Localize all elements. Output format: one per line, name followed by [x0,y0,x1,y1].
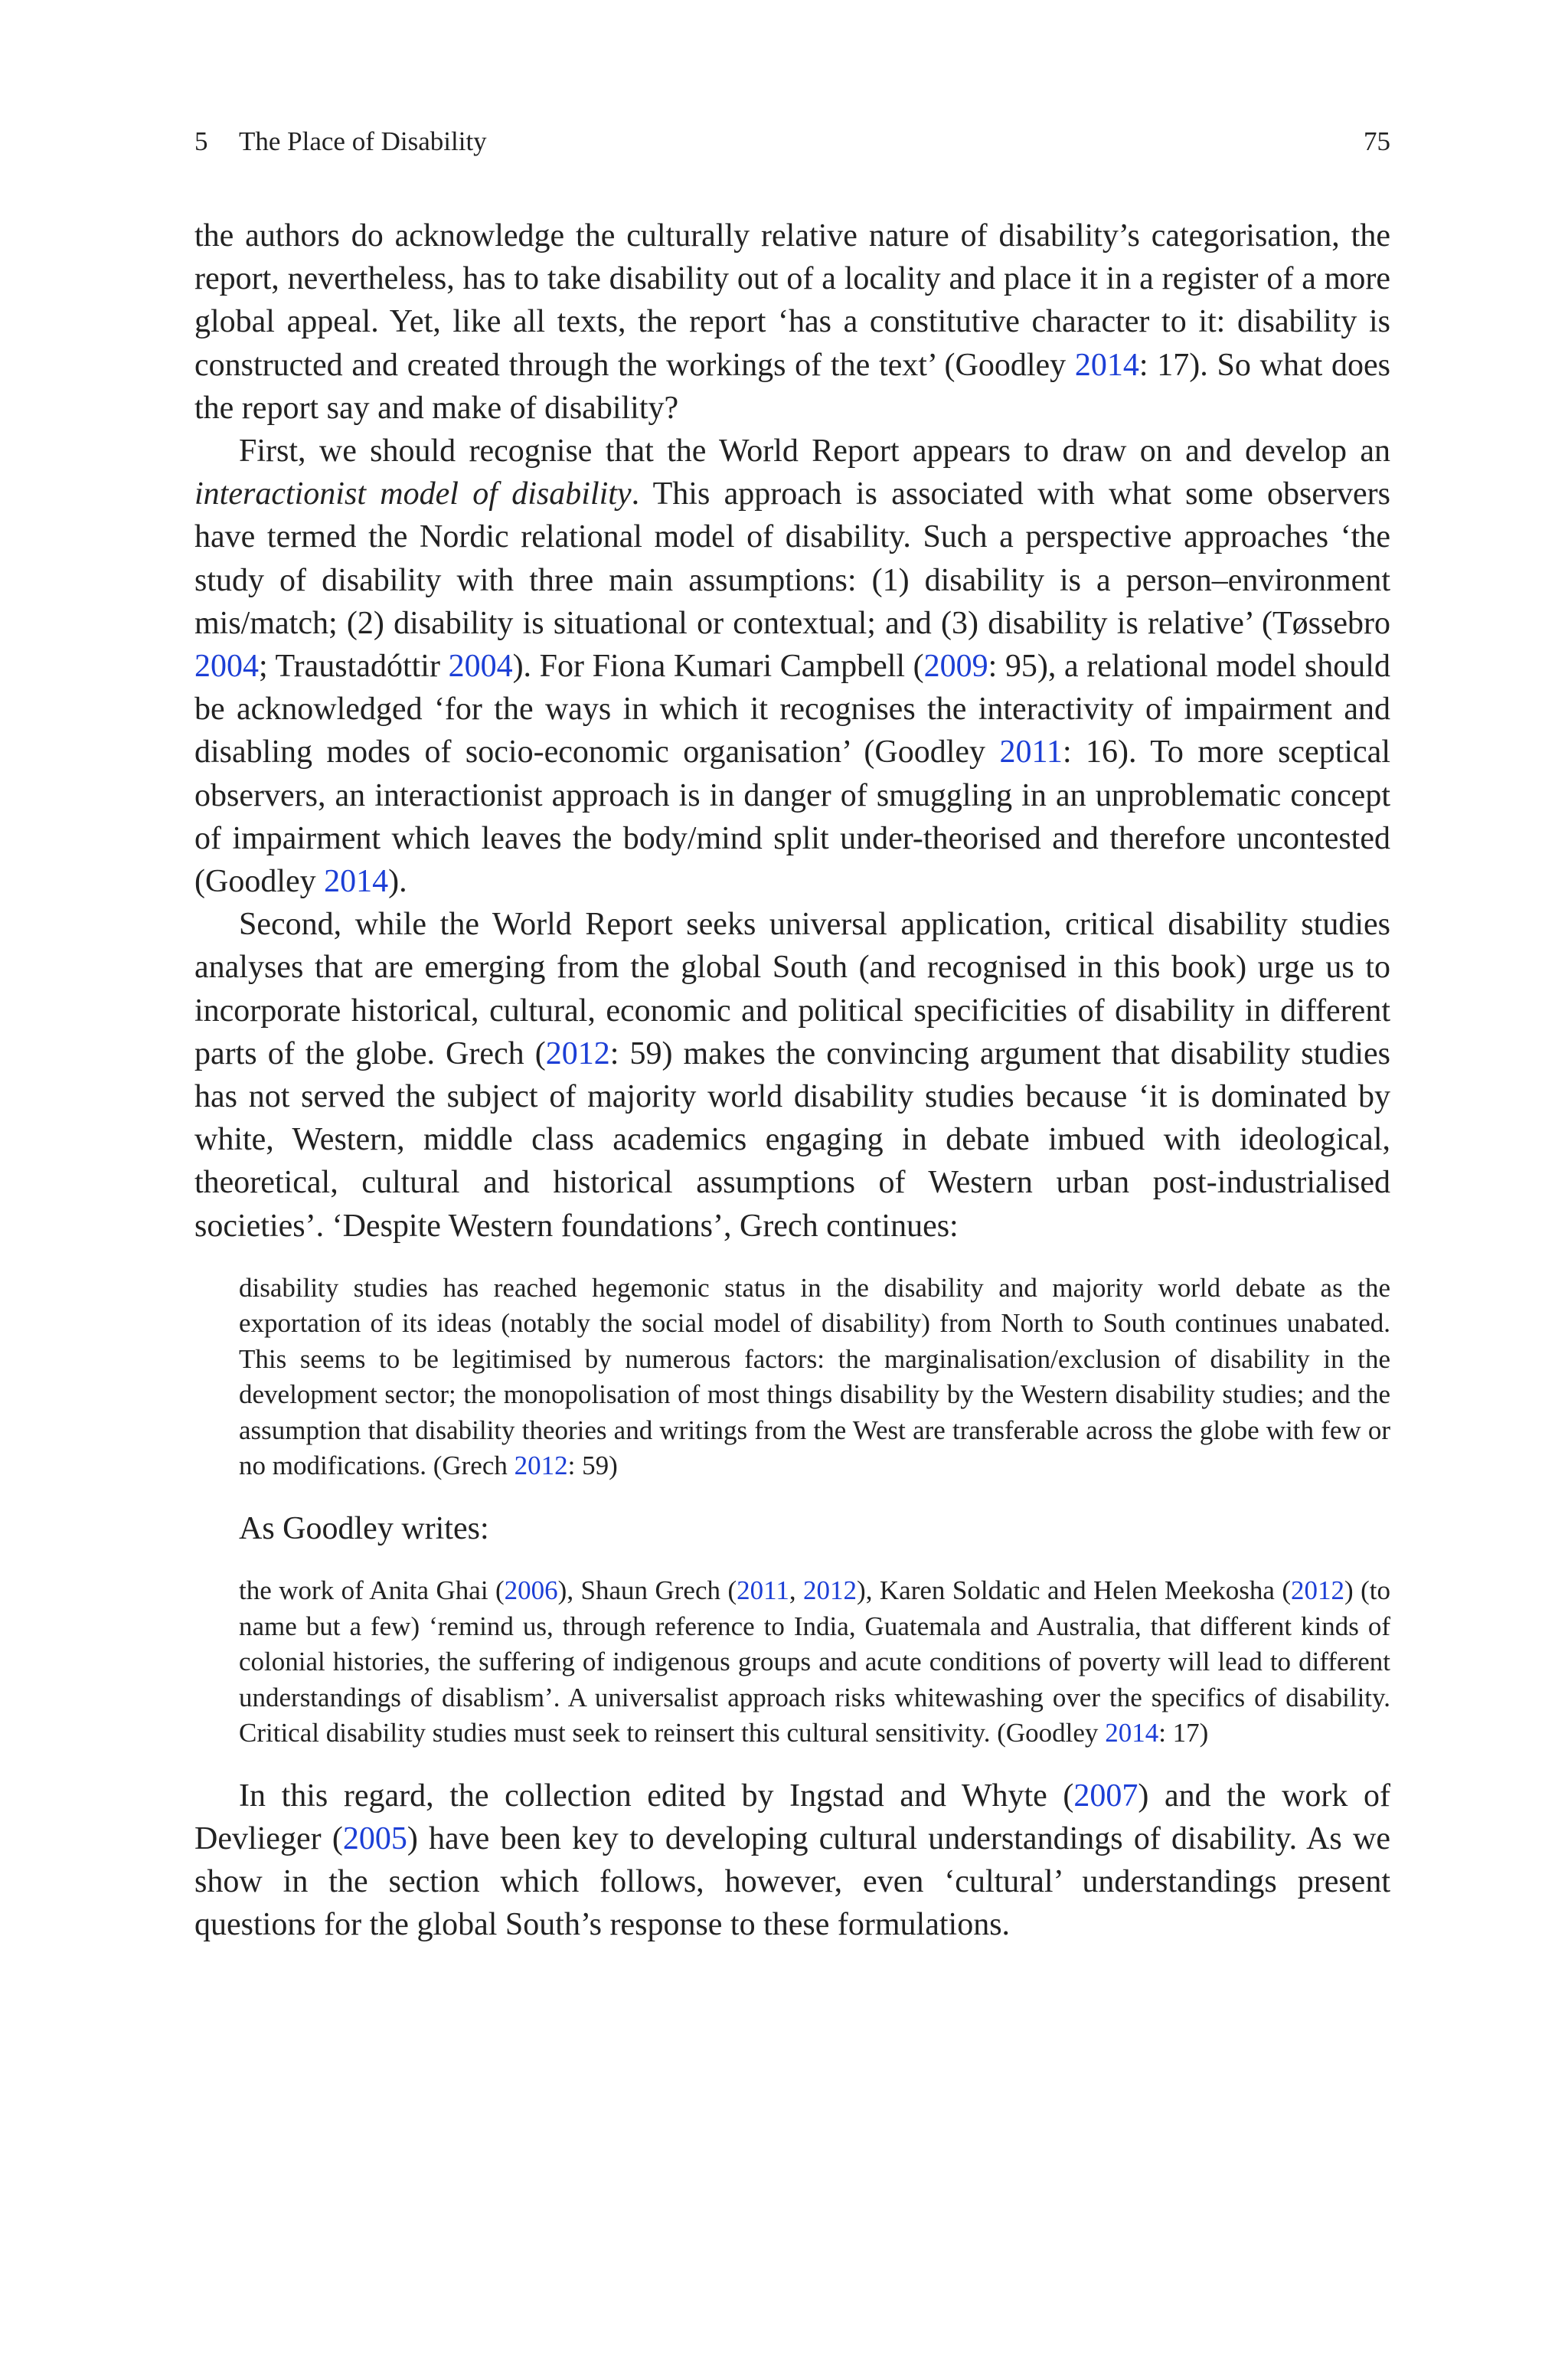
block-quote-1 [239,1271,1390,1484]
text-run: ). For Fiona Kumari Campbell ( [512,649,924,685]
text-run: In this regard, the collection edited by Ingstad and Whyte ( [239,1778,1074,1814]
text-run: : 95), a relational model should be acknowledged ‘for the ways in which it recognises the interactivity of impairment and disabling modes of socio-economic organisation’ (Goodley [194,649,1390,770]
text-run: : 16). To more sceptical observers, an interactionist approach is in danger of smuggling in an unproblematic concept of impairment which leaves the body/mind split under-theorised and therefore uncontested (Goodley [194,734,1390,900]
paragraph-3 [194,903,1390,1248]
book-page [194,123,1390,1946]
text-run: Second, while the World Report seeks universal application, critical disability studies analyses that are emerging from the global South (and recognised in this book) urge us to incorporate historical, cultural, economic and political specificities of disability in different parts of the globe. Grech ( [194,907,1390,1071]
text-run: , [789,1575,804,1606]
text-run: First, we should recognise that the World Report appears to draw on and develop an [239,433,1390,469]
citation-link[interactable]: 2005 [342,1820,407,1856]
text-run: ), Shaun Grech ( [557,1575,737,1606]
paragraph-4 [194,1507,1390,1550]
chapter-number: 5 [194,126,208,156]
citation-link[interactable]: 2014 [1105,1718,1159,1748]
paragraph-1 [194,214,1390,430]
text-run: the work of Anita Ghai ( [239,1575,505,1606]
text-run: : 17) [1158,1718,1209,1748]
citation-link[interactable]: 2011 [999,734,1063,770]
text-run: ). [388,864,407,900]
text-run: ; Traustadóttir [259,649,449,685]
citation-link[interactable]: 2014 [324,864,389,900]
chapter-title: The Place of Disability [239,126,487,156]
citation-link[interactable]: 2012 [1291,1575,1345,1606]
text-run: the authors do acknowledge the culturally relative nature of disability’s categorisation, the report, nevertheless, has to take disability out of a locality and place it in a register of a more global appeal. Yet, like all texts, the report ‘has a constitutive character to it: disability is constructed and created through the workings of the text’ (Goodley [194,218,1390,383]
text-run: : 59) [567,1451,618,1481]
citation-link[interactable]: 2009 [923,649,988,685]
text-run: ), Karen Soldatic and Helen Meekosha ( [857,1575,1292,1606]
citation-link[interactable]: 2012 [514,1451,568,1481]
block-quote-2 [239,1573,1390,1752]
citation-link[interactable]: 2011 [737,1575,789,1606]
paragraph-2 [194,430,1390,903]
paragraph-5 [194,1775,1390,1947]
citation-link[interactable]: 2012 [803,1575,858,1606]
citation-link[interactable]: 2012 [545,1035,610,1071]
body-text [194,214,1390,1946]
text-run: : 17). So what does the report say and make of disability? [194,347,1390,426]
text-run: ) and the work of Devlieger ( [194,1778,1390,1856]
running-head [194,123,1390,161]
citation-link[interactable]: 2006 [504,1575,558,1606]
citation-link[interactable]: 2004 [448,649,513,685]
text-run: ) have been key to developing cultural understandings of disability. As we show in the section which follows, however, even ‘cultural’ understandings present questions for the global South’s response to these formulations. [194,1820,1390,1943]
text-run: disability studies has reached hegemonic status in the disability and majority world debate as the exportation of its ideas (notably the social model of disability) from North to South continues unabated. This seems to be legitimised by numerous factors: the marginalisation/exclusion of disability in the development sector; the monopolisation of most things disability by the Western disability studies; and the assumption that disability theories and writings from the West are transferable across the globe with few or no modifications. (Grech [239,1272,1390,1481]
text-run: . This approach is associated with what some observers have termed the Nordic relational model of disability. Such a perspective approaches ‘the study of disability with three main assumptions: (1) disability is a person–environment mis/match; (2) disability is situational or contextual; and (3) disability is relative’ (Tøssebro [194,476,1390,641]
citation-link[interactable]: 2004 [194,649,259,685]
text-run: As Goodley writes: [239,1510,489,1546]
page-number: 75 [1364,126,1390,156]
citation-link[interactable]: 2007 [1073,1778,1138,1814]
text-run: ) (to name but a few) ‘remind us, through reference to India, Guatemala and Australia, that different kinds of colonial histories, the suffering of indigenous groups and acute conditions of poverty will lead to different understandings of disablism’. A universalist approach risks whitewashing over the specifics of disability. Critical disability studies must seek to reinsert this cultural sensitivity. (Goodley [239,1575,1391,1748]
citation-link[interactable]: 2014 [1074,347,1139,383]
text-run: : 59) makes the convincing argument that disability studies has not served the subject of majority world disability studies because ‘it is dominated by white, Western, middle class academics engaging in debate imbued with ideological, theoretical, cultural and historical assumptions of Western urban post-industrialised societies’. ‘Despite Western foundations’, Grech continues: [194,1035,1390,1244]
emphasis-text: interactionist model of disability [194,476,632,512]
